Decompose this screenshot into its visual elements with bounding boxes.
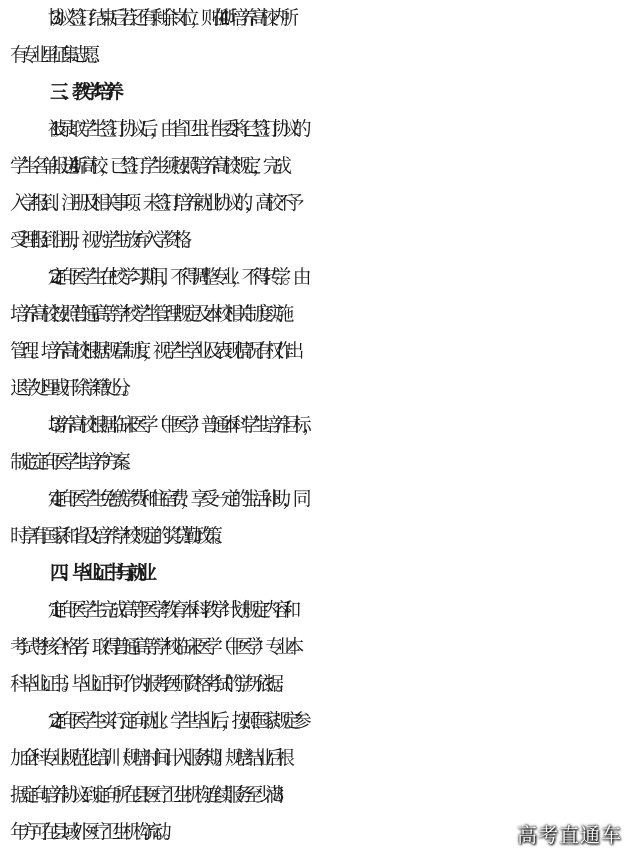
text-line: 3. 协议签订结束后若还有剩余岗位，则在 4 所培养高校内所: [50, 7, 291, 29]
text-line: 2. 定向医学生实行定向就业。学生毕业后，按照国家规定参: [50, 710, 303, 732]
text-line: 受理报到注册，视为学生放弃入学资格。: [10, 229, 194, 251]
text-line: 4. 定向医学生免缴学费和住宿费，享受一定的生活补助，同: [50, 488, 303, 510]
section-heading: 三、教学培养: [50, 81, 117, 103]
text-line: 科毕业证书。毕业证书可作为报考医师资格考试的学历依据。: [10, 673, 286, 695]
text-line: 2. 定向医学生在校学习期间，不得调整专业，不得转学。由: [50, 266, 303, 288]
watermark: 高考直通车: [517, 823, 622, 847]
text-line: 退学处理或开除学籍处分。: [10, 377, 133, 399]
text-line: 据定向培养协议到定向所在县医疗卫生机构连续服务至少满 3: [10, 784, 276, 806]
text-line: 1. 被录取学生签订协议后，由省卫生计生委将已签订协议的: [50, 118, 303, 140]
text-line: 时享有国家和省及培养学校规定的奖贷勤政策。: [10, 525, 225, 547]
text-line: 1. 定向医学生完成高等医学教育本科教学计划规定内容和: [50, 599, 293, 621]
text-line: 年方可在县域外医疗卫生机构流动。: [10, 821, 174, 843]
text-line: 入学报到、注册及相关事项。未签订培养就业协议的，高校不予: [10, 192, 296, 214]
text-line: 管理。培养高校根据规章制度，视学生学业及表现情况有权作出: [10, 340, 296, 362]
text-line: 培养高校按照普通高等学校学生管理规定及本校相关制度实施: [10, 303, 286, 325]
text-line: 3. 培养高校根据临床医学（中医学）普通本科学生培养目标，: [50, 414, 313, 436]
text-line: 制定定向医学生培养方案。: [10, 451, 133, 473]
section-heading: 四、毕业证书与就业: [50, 562, 150, 584]
text-line: 学生名单报送 4 所高校，已签订学生须按照培养高校规定，完成: [10, 155, 284, 177]
text-line: 考试考核合格者，取得普通高等学校临床医学（中医学）专业本: [10, 636, 296, 658]
text-line: 有专业里征集志愿。: [10, 44, 102, 66]
text-line: 加全科专业规范化培训（规培时间计入服务期）。规培结业后根: [10, 747, 287, 769]
